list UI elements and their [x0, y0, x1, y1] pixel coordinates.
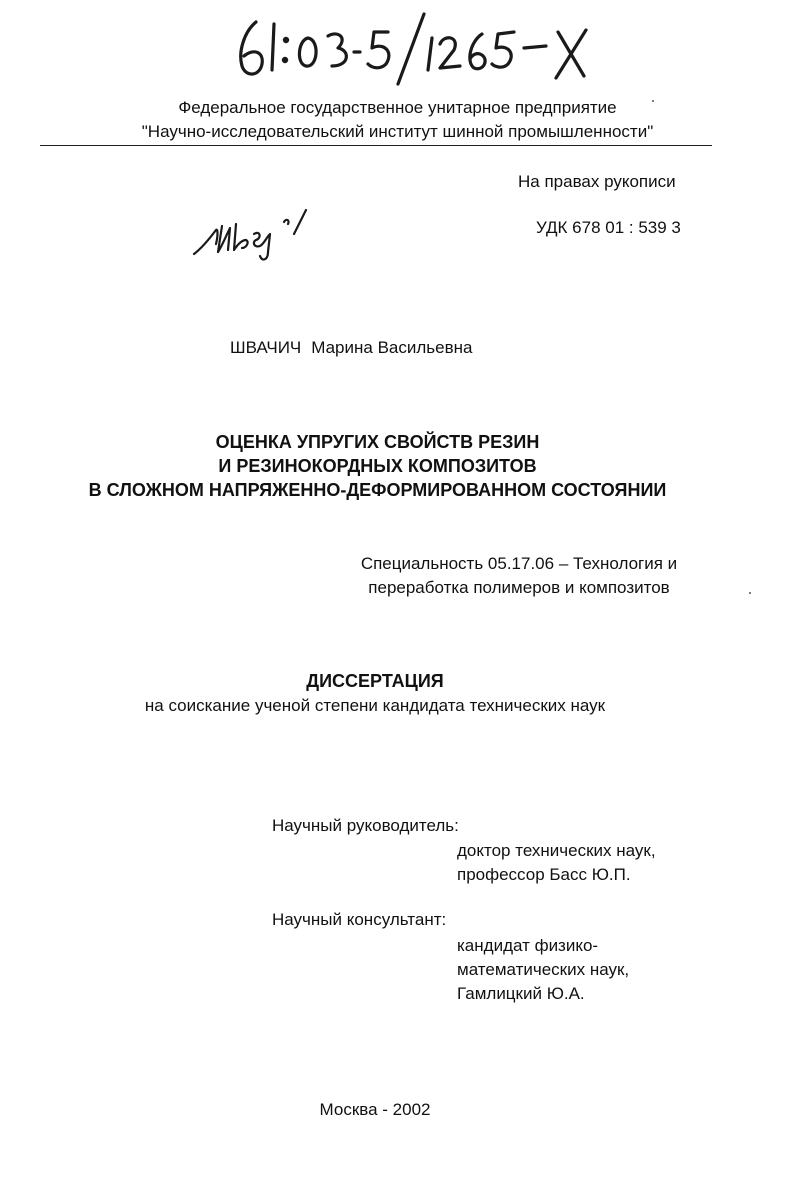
- header-divider: [40, 145, 712, 146]
- organization-line-1: Федеральное государственное унитарное предприятие: [178, 98, 617, 117]
- place-and-year: Москва - 2002: [319, 1100, 431, 1119]
- consultant-label: Научный консультант:: [272, 910, 447, 929]
- thesis-title-line-1: ОЦЕНКА УПРУГИХ СВОЙСТВ РЕЗИН: [215, 432, 540, 452]
- handwritten-signature: [188, 200, 318, 270]
- dissertation-subheading: на соискание ученой степени кандидата технических наук: [144, 696, 606, 715]
- scan-speck: [652, 100, 654, 102]
- specialty-line-2: переработка полимеров и композитов: [368, 578, 670, 597]
- udk-code: УДК 678 01 : 539 3: [536, 218, 681, 237]
- author-surname: ШВАЧИЧ: [230, 338, 302, 357]
- supervisor-name: профессор Басс Ю.П.: [457, 865, 631, 884]
- rights-notice: На правах рукописи: [518, 172, 676, 191]
- consultant-name: Гамлицкий Ю.А.: [457, 984, 585, 1003]
- supervisor-degree: доктор технических наук,: [457, 841, 656, 860]
- thesis-title-line-2: И РЕЗИНОКОРДНЫХ КОМПОЗИТОВ: [218, 456, 537, 476]
- thesis-title: [30, 430, 725, 502]
- author-name: [230, 338, 472, 358]
- consultant-degree-line-1: кандидат физико-: [457, 936, 599, 955]
- organization-block: [40, 96, 755, 144]
- dissertation-heading: ДИССЕРТАЦИЯ: [306, 671, 444, 691]
- supervisor-details: [457, 839, 656, 887]
- scan-speck: [749, 592, 751, 594]
- consultant-details: [457, 934, 629, 1006]
- author-given-names: Марина Васильевна: [311, 338, 473, 357]
- handwritten-code-drawing: [228, 8, 608, 88]
- specialty-block: [314, 552, 724, 600]
- organization-line-2: "Научно-исследовательский институт шинной промышленности": [141, 122, 654, 141]
- consultant-degree-line-2: математических наук,: [457, 960, 630, 979]
- specialty-line-1: Специальность 05.17.06 – Технология и: [360, 554, 678, 573]
- handwritten-archive-code: [228, 8, 608, 88]
- supervisor-label: Научный руководитель:: [272, 816, 459, 835]
- signature-drawing: [188, 200, 318, 270]
- thesis-title-line-3: В СЛОЖНОМ НАПРЯЖЕННО-ДЕФОРМИРОВАННОМ СОСТОЯНИИ: [88, 480, 667, 500]
